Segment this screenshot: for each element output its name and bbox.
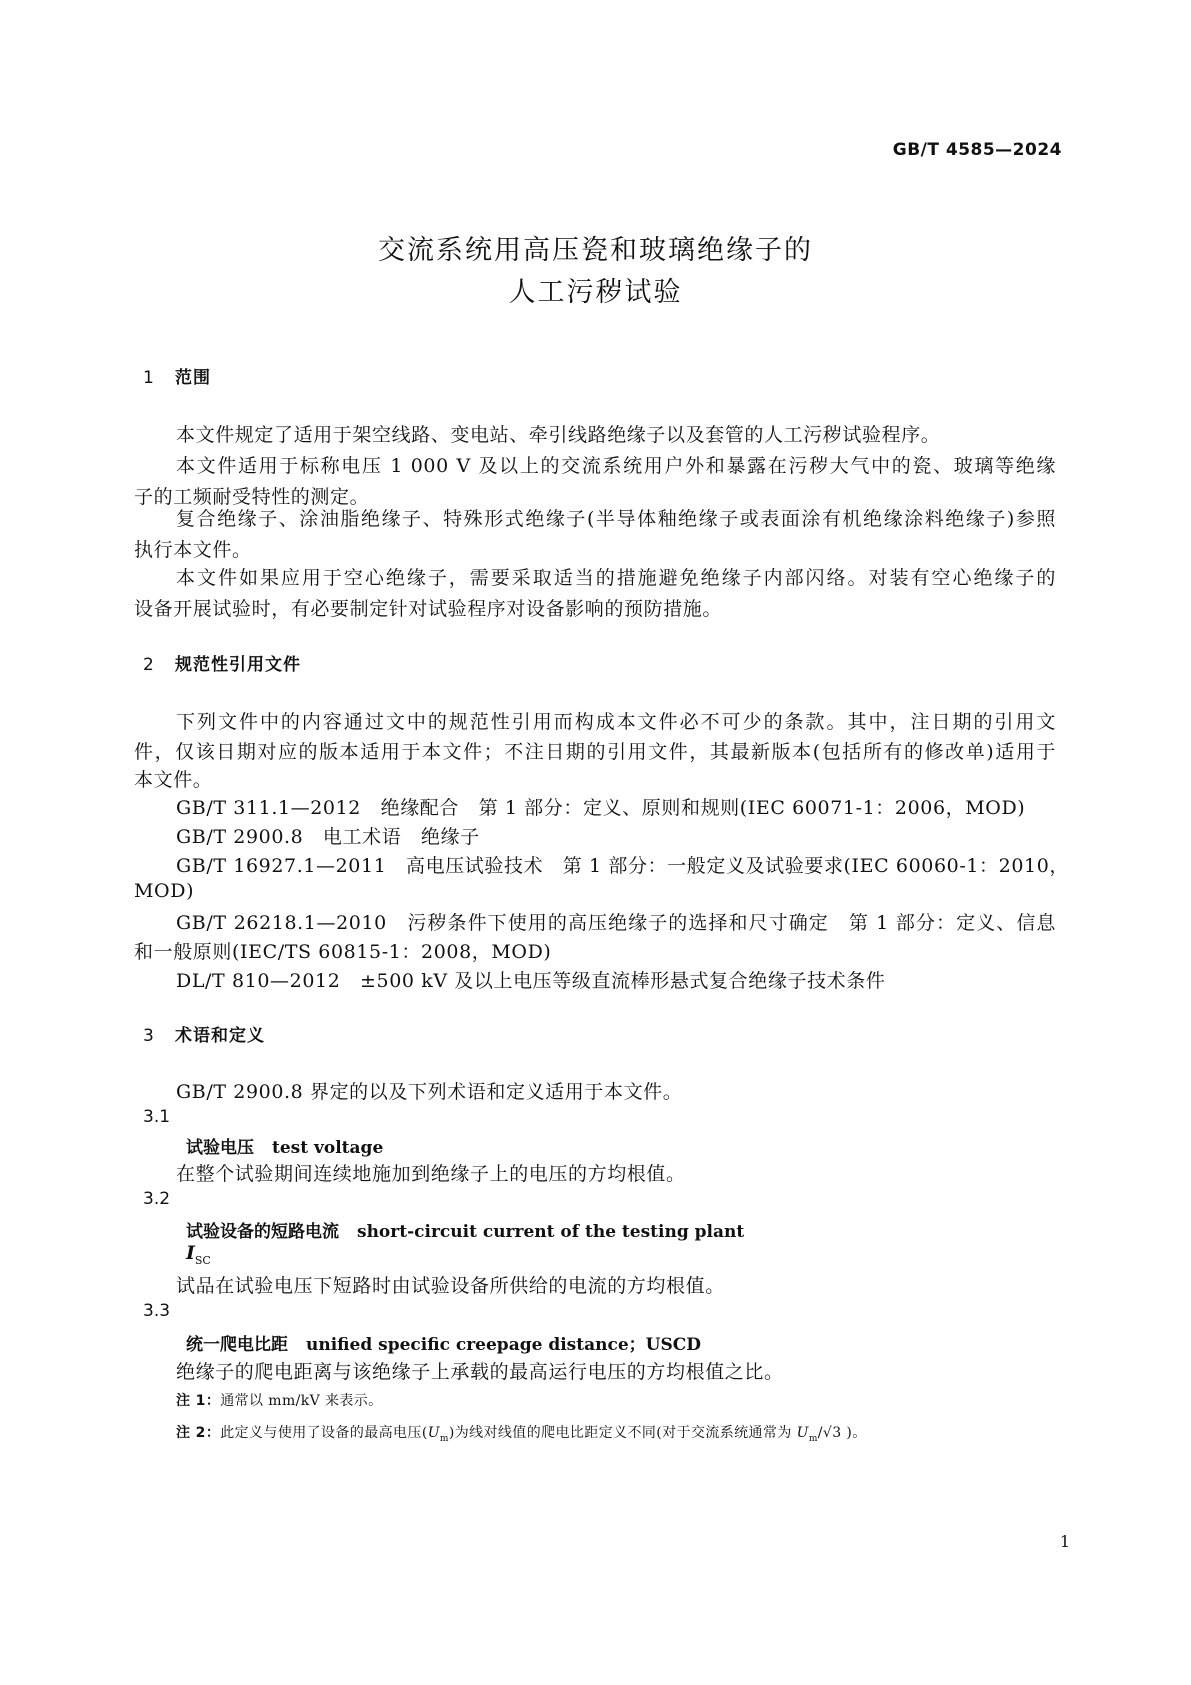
term-heading (186, 1133, 383, 1158)
paragraph-line: 件，仅该日期对应的版本适用于本文件；不注日期的引用文件，其最新版本(包括所有的修改单)适用于 (134, 741, 1056, 763)
page-number: 1 (1059, 1532, 1070, 1551)
term-definition: 在整个试验期间连续地施加到绝缘子上的电压的方均根值。 (176, 1163, 686, 1185)
document-title-line2: 人工污秽试验 (508, 277, 683, 308)
reference-item: GB/T 26218.1—2010 污秽条件下使用的高压绝缘子的选择和尺寸确定 第 1 部分：定义、信息 (176, 912, 1056, 934)
clause-number: 3.1 (143, 1107, 171, 1127)
paragraph-line: 本文件规定了适用于架空线路、变电站、牵引线路绝缘子以及套管的人工污秽试验程序。 (176, 424, 941, 446)
symbol-subscript: SC (194, 1253, 211, 1267)
note-text-c: /√3 )。 (817, 1425, 867, 1441)
document-title-line1: 交流系统用高压瓷和玻璃绝缘子的 (378, 235, 813, 266)
note-label: 注 2： (176, 1425, 221, 1441)
symbol-letter: I (186, 1242, 195, 1264)
term-zh: 试验设备的短路电流 (186, 1222, 339, 1242)
paragraph-line: 本文件。 (134, 769, 213, 791)
note-1 (176, 1390, 383, 1410)
term-heading (186, 1217, 744, 1242)
symbol-u: U (796, 1425, 809, 1441)
section-title: 术语和定义 (175, 1026, 265, 1046)
paragraph-line: 设备开展试验时，有必要制定针对试验程序对设备影响的预防措施。 (134, 598, 723, 620)
section-1-heading (143, 363, 211, 388)
term-zh: 试验电压 (186, 1138, 254, 1158)
section-number: 3 (143, 1026, 155, 1046)
paragraph-line: 本文件如果应用于空心绝缘子，需要采取适当的措施避免绝缘子内部闪络。对装有空心绝缘子的 (176, 567, 1056, 589)
reference-item-continued: MOD) (134, 880, 195, 902)
section-number: 2 (143, 655, 155, 675)
paragraph-line: 本文件适用于标称电压 1 000 V 及以上的交流系统用户外和暴露在污秽大气中的瓷、玻璃等绝缘 (176, 455, 1056, 477)
note-text-b: )为线对线值的爬电比距定义不同(对于交流系统通常为 (448, 1425, 797, 1441)
clause-number: 3.2 (143, 1189, 171, 1209)
term-symbol (186, 1242, 211, 1267)
section-number: 1 (143, 368, 155, 388)
term-definition: 绝缘子的爬电距离与该绝缘子上承载的最高运行电压的方均根值之比。 (176, 1361, 784, 1383)
term-en: unified specific creepage distance；USCD (306, 1335, 702, 1355)
section-3-heading (143, 1021, 265, 1046)
note-text-a: 此定义与使用了设备的最高电压( (220, 1425, 428, 1441)
standard-code: GB/T 4585—2024 (892, 140, 1062, 160)
reference-item-continued: 和一般原则(IEC/TS 60815-1：2008，MOD) (134, 941, 552, 963)
reference-item: GB/T 2900.8 电工术语 绝缘子 (176, 826, 480, 848)
section-2-heading (143, 650, 301, 675)
symbol-u-sub: m (439, 1433, 449, 1444)
term-en: short-circuit current of the testing plant (357, 1222, 745, 1242)
section-title: 范围 (175, 368, 211, 388)
symbol-u-sub: m (808, 1433, 818, 1444)
paragraph-line: 执行本文件。 (134, 539, 252, 561)
paragraph-line: 子的工频耐受特性的测定。 (134, 486, 370, 508)
term-definition: 试品在试验电压下短路时由试验设备所供给的电流的方均根值。 (176, 1275, 725, 1297)
paragraph-line: 下列文件中的内容通过文中的规范性引用而构成本文件必不可少的条款。其中，注日期的引用文 (176, 711, 1056, 733)
term-zh: 统一爬电比距 (186, 1335, 288, 1355)
paragraph-line: 复合绝缘子、涂油脂绝缘子、特殊形式绝缘子(半导体釉绝缘子或表面涂有机绝缘涂料绝缘子)参照 (176, 508, 1056, 530)
reference-item: GB/T 16927.1—2011 高电压试验技术 第 1 部分：一般定义及试验要求(IEC 60060-1：2010， (176, 855, 1070, 877)
note-label: 注 1： (176, 1393, 221, 1409)
term-heading (186, 1330, 701, 1355)
section-title: 规范性引用文件 (175, 655, 301, 675)
term-en: test voltage (272, 1138, 384, 1158)
note-text: 通常以 mm/kV 来表示。 (220, 1393, 383, 1409)
note-2 (176, 1422, 867, 1444)
symbol-u: U (427, 1425, 440, 1441)
reference-item: GB/T 311.1—2012 绝缘配合 第 1 部分：定义、原则和规则(IEC 60071-1：2006，MOD) (176, 797, 1026, 819)
paragraph-line: GB/T 2900.8 界定的以及下列术语和定义适用于本文件。 (176, 1081, 683, 1103)
clause-number: 3.3 (143, 1301, 171, 1321)
reference-item: DL/T 810—2012 ±500 kV 及以上电压等级直流棒形悬式复合绝缘子技术条件 (176, 970, 886, 992)
